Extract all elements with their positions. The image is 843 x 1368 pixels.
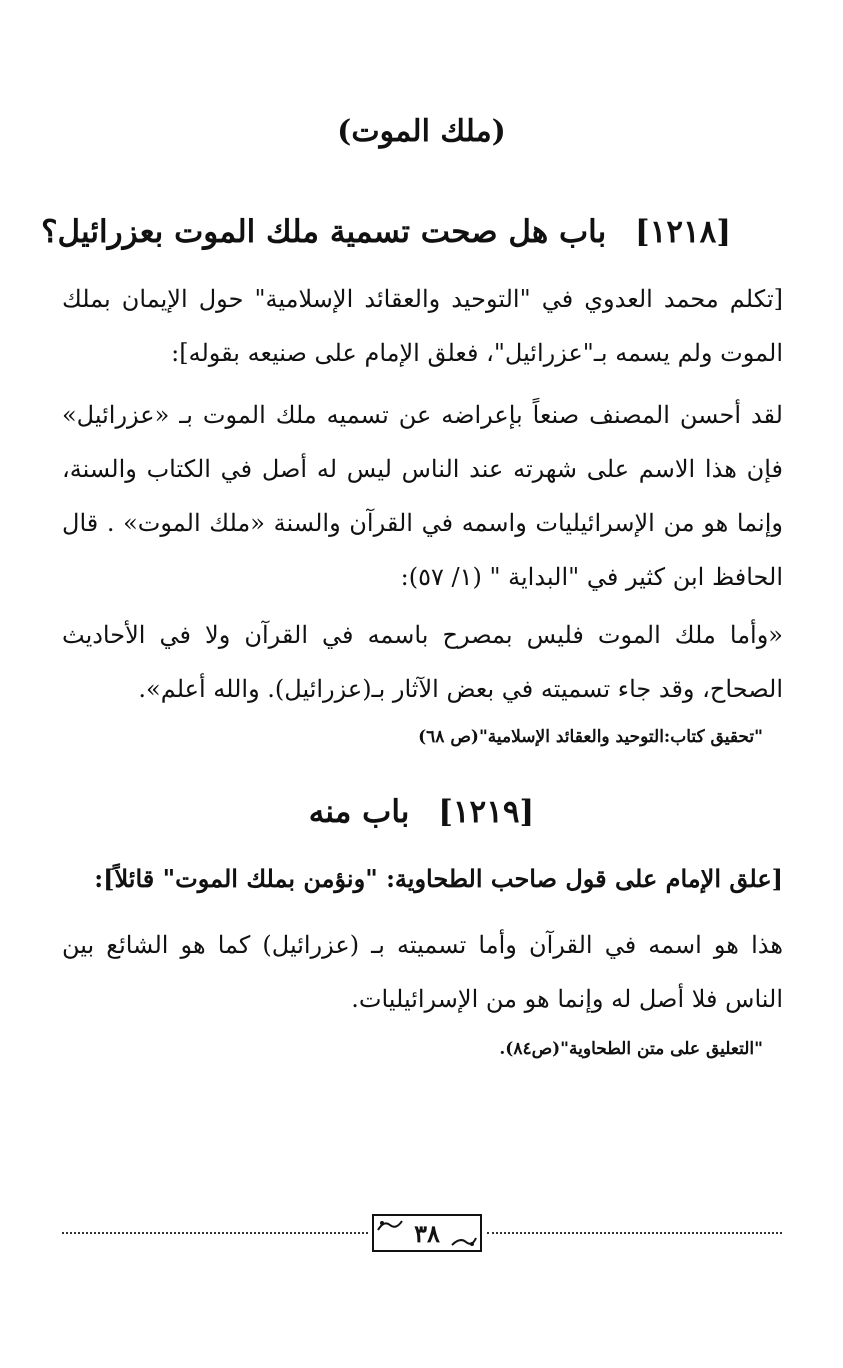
section-title: باب هل صحت تسمية ملك الموت بعزرائيل؟ <box>41 214 607 250</box>
section-heading-1218 <box>41 210 731 254</box>
section-intro-paragraph: [علق الإمام على قول صاحب الطحاوية: "ونؤمن بملك الموت" قائلاً]: <box>94 864 783 893</box>
section-heading-1219 <box>0 790 843 834</box>
section-intro-paragraph: [تكلم محمد العدوي في "التوحيد والعقائد الإسلامية" حول الإيمان بملك الموت ولم يسمه بـ"عزرائيل"، فعلق الإمام على صنيعه بقوله]: <box>62 285 783 367</box>
page-footer <box>62 1212 782 1256</box>
page-number-frame <box>372 1214 482 1252</box>
footer-dotted-rule <box>62 1232 368 1234</box>
page-ornament-icon <box>450 1234 478 1248</box>
source-citation: "تحقيق كتاب:التوحيد والعقائد الإسلامية"(ص ٦٨) <box>418 727 763 747</box>
quotation-paragraph: «وأما ملك الموت فليس بمصرح باسمه في القرآن ولا في الأحاديث الصحاح، وقد جاء تسميته في بعض الآثار بـ(عزرائيل). والله أعلم». <box>62 621 783 703</box>
section-title: باب منه <box>308 794 410 830</box>
body-paragraph: هذا هو اسمه في القرآن وأما تسميته بـ (عزرائيل) كما هو الشائع بين الناس فلا أصل له وإنما هو من الإسرائيليات. <box>62 931 783 1013</box>
section-number: [١٢١٨] <box>635 214 731 250</box>
page-number: ٣٨ <box>414 1219 440 1248</box>
footer-dotted-rule <box>487 1232 782 1234</box>
body-paragraph: لقد أحسن المصنف صنعاً بإعراضه عن تسميه ملك الموت بـ «عزرائيل» فإن هذا الاسم على شهرته عند الناس ليس له أصل في الكتاب والسنة، وإنما هو من الإسرائيليات واسمه في القرآن والسنة «ملك الموت» . قال الحافظ ابن كثير في "البداية " (١/ ٥٧): <box>62 401 783 591</box>
chapter-title: (ملك الموت) <box>337 114 506 149</box>
section-number: [١٢١٩] <box>438 794 535 830</box>
source-citation: "التعليق على متن الطحاوية"(ص٨٤). <box>499 1039 763 1059</box>
